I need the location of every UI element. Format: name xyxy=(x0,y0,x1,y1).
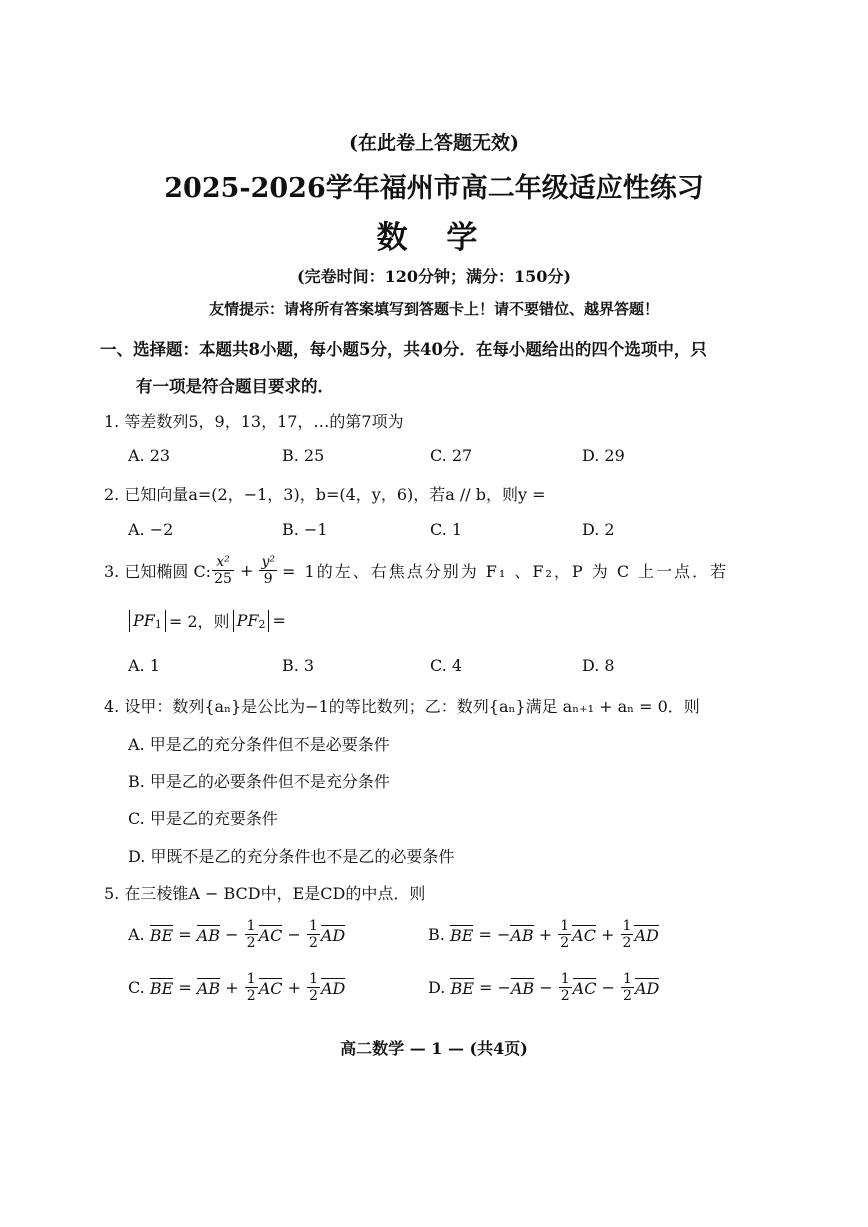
question-3-stem: 3. 已知椭圆 C: $\frac{\text{x²}}{25}$ + $\frac{\text{y²}}{9}$ = 1的左、右焦点分别为 F₁ 、F₂，P 为 C 上一点．若 xyxy=(104,554,729,588)
time-info: (完卷时间：120分钟；满分：150分) xyxy=(297,267,571,286)
q1-option-d: D. 29 xyxy=(582,446,625,465)
question-1-stem: 1. 等差数列5，9，13，17，…的第7项为 xyxy=(104,412,404,431)
q4-option-c: C. 甲是乙的充要条件 xyxy=(128,809,278,828)
q3-option-b: B. 3 xyxy=(282,656,315,675)
question-3-line2: PF 1 = 2，则 PF 2 = xyxy=(126,609,286,632)
section-heading: 一、选择题：本题共8小题，每小题5分，共40分．在每小题给出的四个选项中，只 xyxy=(100,340,707,359)
q3-stem-pre: 3. 已知椭圆 C: xyxy=(104,562,212,582)
q5-option-c-label: C. xyxy=(128,978,145,998)
q3-option-a: A. 1 xyxy=(128,656,160,675)
question-2-stem: 2. 已知向量a=(2，−1，3)，b=(4，y，6)，若a // b，则y = xyxy=(104,485,546,504)
q5-option-a: A. BE = AB − $\frac{1}{2}$ AC − $\frac{1}{2}$ AD xyxy=(128,918,346,952)
section-heading-cont: 有一项是符合题目要求的． xyxy=(136,377,334,396)
q3-stem-line2: = 2，则 xyxy=(168,612,230,631)
question-4-stem: 4. 设甲：数列{aₙ}是公比为−1的等比数列；乙：数列{aₙ}满足 aₙ₊₁ + aₙ = 0．则 xyxy=(104,697,700,716)
q5-option-b-label: B. xyxy=(428,925,445,945)
q1-option-b: B. 25 xyxy=(282,446,325,465)
q1-option-c: C. 27 xyxy=(430,446,473,465)
q2-option-d: D. 2 xyxy=(582,520,615,539)
q4-option-a: A. 甲是乙的充分条件但不是必要条件 xyxy=(128,735,390,754)
q1-option-a: A. 23 xyxy=(128,446,171,465)
q2-option-a: A. −2 xyxy=(128,520,174,539)
q2-option-b: B. −1 xyxy=(282,520,328,539)
q5-option-b: B. BE = − AB + $\frac{1}{2}$ AC + $\frac{1}{2}$ AD xyxy=(428,918,659,952)
q5-option-d: D. BE = − AB − $\frac{1}{2}$ AC − $\frac{1}{2}$ AD xyxy=(428,971,660,1005)
q3-option-d: D. 8 xyxy=(582,656,615,675)
exam-title: 2025-2026学年福州市高二年级适应性练习 xyxy=(164,173,704,204)
fraction-x2-25: $\frac{\text{x²}}{25}$ xyxy=(214,554,232,588)
q4-option-b: B. 甲是乙的必要条件但不是充分条件 xyxy=(128,772,390,791)
page-footer: 高二数学 — 1 — (共4页) xyxy=(340,1039,528,1058)
q5-option-a-label: A. xyxy=(128,925,145,945)
question-5-stem: 5. 在三棱锥A − BCD中，E是CD的中点．则 xyxy=(104,884,426,903)
q3-option-c: C. 4 xyxy=(430,656,463,675)
q5-option-d-label: D. xyxy=(428,978,446,998)
q5-option-c: C. BE = AB + $\frac{1}{2}$ AC + $\frac{1}{2}$ AD xyxy=(128,971,346,1005)
subject-title: 数 学 xyxy=(376,220,492,256)
q4-option-d: D. 甲既不是乙的充分条件也不是乙的必要条件 xyxy=(128,847,455,866)
q2-option-c: C. 1 xyxy=(430,520,463,539)
exam-note: (在此卷上答题无效) xyxy=(349,132,519,154)
q3-stem-post: = 1的左、右焦点分别为 F₁ 、F₂，P 为 C 上一点．若 xyxy=(282,562,729,582)
fraction-y2-9: $\frac{\text{y²}}{9}$ xyxy=(261,554,276,588)
friendly-tip: 友情提示：请将所有答案填写到答题卡上！请不要错位、越界答题！ xyxy=(208,300,659,318)
